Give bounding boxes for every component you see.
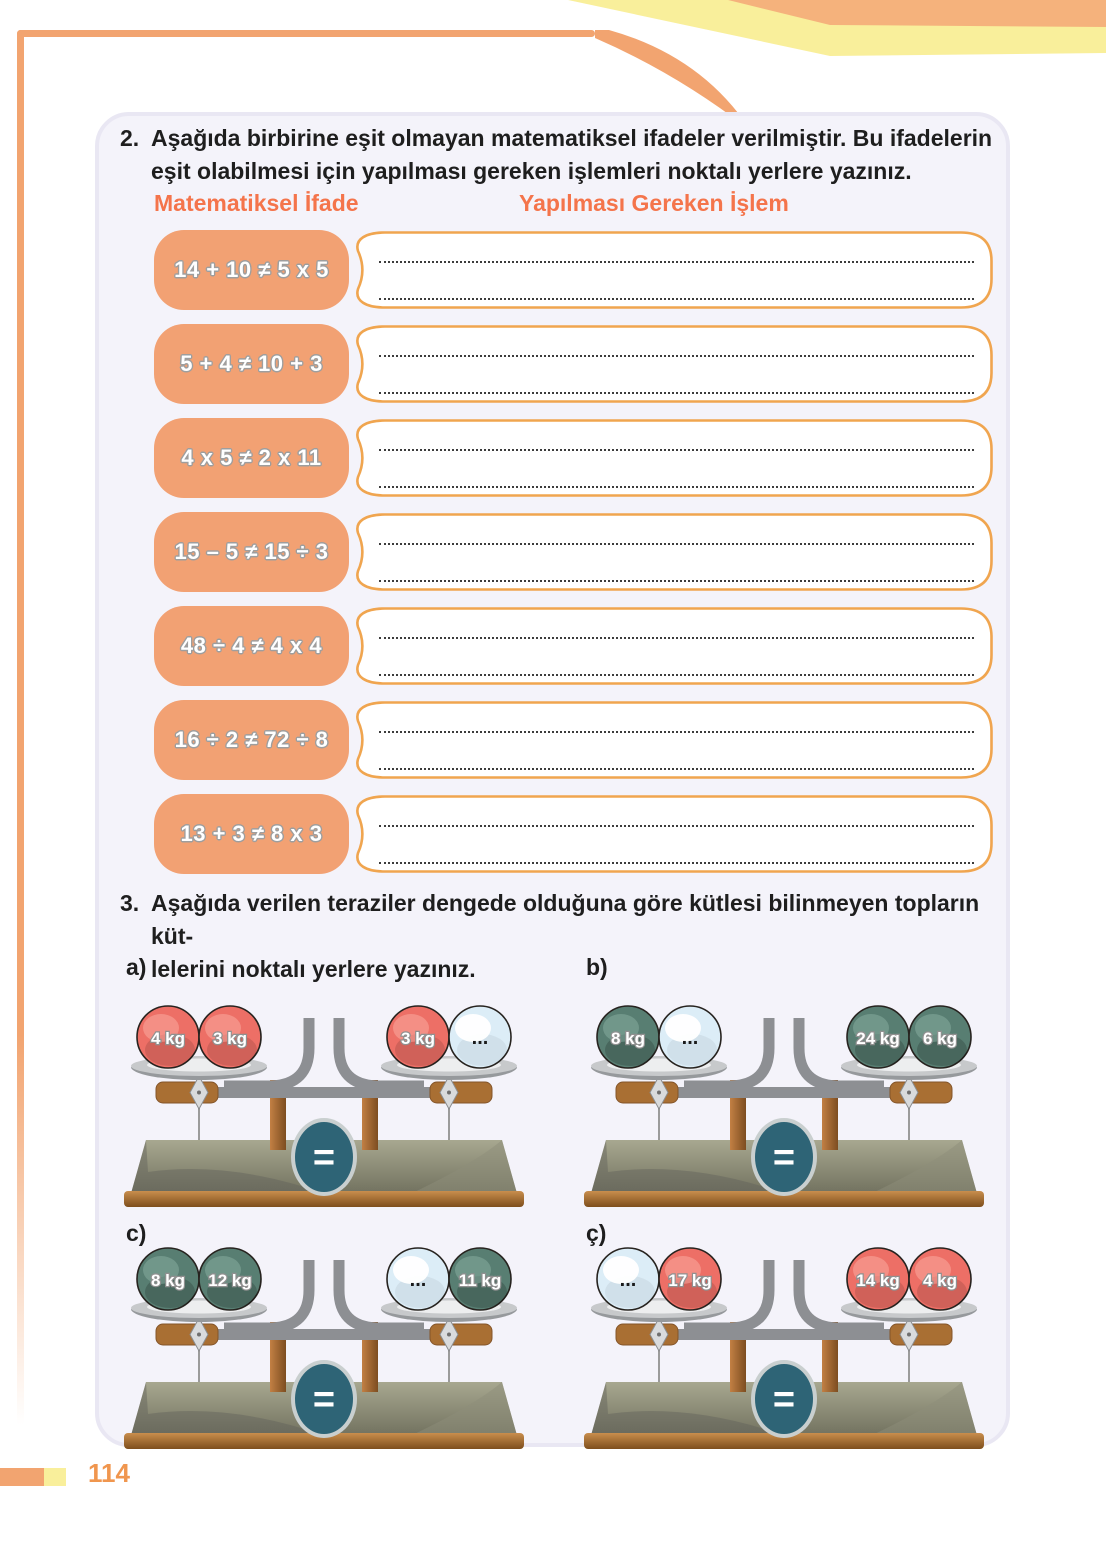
mass-ball	[909, 1248, 971, 1310]
right-pivot-dot	[907, 1091, 911, 1095]
mass-ball	[199, 1248, 261, 1310]
worksheet-card	[95, 112, 1010, 1447]
answer-line[interactable]	[379, 392, 974, 394]
svg-text:14 kg: 14 kg	[856, 1271, 900, 1290]
expression-row	[154, 324, 994, 404]
column-header-operation: Yapılması Gereken İşlem	[519, 190, 789, 216]
mass-ball	[137, 1006, 199, 1068]
expression-badge	[154, 512, 349, 592]
answer-box	[349, 606, 994, 686]
scale-slot-c	[104, 1220, 544, 1466]
svg-text:...: ...	[681, 1027, 699, 1049]
expression-text: 5 + 4 ≠ 10 + 3	[180, 351, 323, 376]
answer-line[interactable]	[379, 768, 974, 770]
expression-badge	[154, 324, 349, 404]
svg-text:11 kg: 11 kg	[458, 1271, 502, 1290]
answer-line[interactable]	[379, 355, 974, 357]
scale-label: ç)	[586, 1220, 607, 1246]
right-pivot-dot	[447, 1091, 451, 1095]
question3-text-line2: lelerini noktalı yerlere yazınız.	[151, 956, 476, 982]
expression-badge	[154, 700, 349, 780]
mass-ball	[449, 1248, 511, 1310]
left-pivot-dot	[657, 1091, 661, 1095]
balance-scale	[104, 1004, 544, 1224]
question3-text-line1: Aşağıda verilen teraziler dengede olduğuna göre kütlesi bilinmeyen topların küt-	[151, 890, 980, 949]
answer-line[interactable]	[379, 674, 974, 676]
mass-ball	[847, 1006, 909, 1068]
expression-badge	[154, 794, 349, 874]
expression-badge	[154, 418, 349, 498]
right-pivot-dot	[447, 1333, 451, 1337]
mass-ball	[137, 1248, 199, 1310]
page-number: 114	[88, 1458, 130, 1488]
mass-ball	[199, 1006, 261, 1068]
svg-text:8 kg: 8 kg	[610, 1029, 646, 1048]
right-handle	[890, 1082, 952, 1103]
equals-sign: =	[772, 1137, 796, 1179]
scale-label: c)	[126, 1220, 147, 1246]
svg-text:24 kg: 24 kg	[856, 1029, 900, 1048]
svg-text:4 kg: 4 kg	[150, 1029, 186, 1048]
svg-text:...: ...	[409, 1269, 427, 1291]
expression-row	[154, 794, 994, 874]
svg-text:3 kg: 3 kg	[400, 1029, 436, 1048]
mass-ball	[909, 1006, 971, 1068]
answer-line[interactable]	[379, 637, 974, 639]
expression-text: 16 ÷ 2 ≠ 72 ÷ 8	[174, 727, 329, 752]
svg-text:8 kg: 8 kg	[150, 1271, 186, 1290]
mass-ball	[387, 1006, 449, 1068]
answer-box	[349, 324, 994, 404]
left-handle	[616, 1082, 678, 1103]
expression-row	[154, 418, 994, 498]
question2-text: Aşağıda birbirine eşit olmayan matematiksel ifadeler verilmiştir. Bu ifadelerin eşit olabilmesi için yapılması gereken işlemleri noktalı yerlere yazınız.	[151, 125, 993, 184]
mass-ball	[847, 1248, 909, 1310]
balance-scale	[564, 1004, 1004, 1224]
svg-text:6 kg: 6 kg	[922, 1029, 958, 1048]
footer-yellow-block	[44, 1468, 66, 1486]
left-handle	[156, 1082, 218, 1103]
mass-ball[interactable]	[449, 1006, 511, 1068]
mass-ball	[659, 1248, 721, 1310]
expression-text: 15 – 5 ≠ 15 ÷ 3	[174, 539, 329, 564]
left-pivot-dot	[657, 1333, 661, 1337]
left-pivot-dot	[197, 1091, 201, 1095]
scale-label: b)	[586, 954, 608, 980]
expression-row	[154, 512, 994, 592]
answer-line[interactable]	[379, 261, 974, 263]
answer-line[interactable]	[379, 731, 974, 733]
scale-slot-b	[564, 954, 1004, 1224]
expression-text: 13 + 3 ≠ 8 x 3	[180, 821, 323, 846]
answer-line[interactable]	[379, 862, 974, 864]
scale-slot-cedilla	[564, 1220, 1004, 1466]
equals-sign: =	[772, 1379, 796, 1421]
equals-sign: =	[312, 1379, 336, 1421]
right-handle	[430, 1082, 492, 1103]
balance-scale	[564, 1246, 1004, 1466]
question2-number: 2.	[120, 125, 140, 151]
mass-ball[interactable]	[387, 1248, 449, 1310]
balance-scale	[104, 1246, 544, 1466]
answer-box	[349, 794, 994, 874]
answer-line[interactable]	[379, 298, 974, 300]
answer-line[interactable]	[379, 543, 974, 545]
question2-prompt	[120, 122, 999, 188]
frame-line-vertical	[17, 30, 24, 1425]
expression-row	[154, 700, 994, 780]
answer-line[interactable]	[379, 825, 974, 827]
svg-text:...: ...	[619, 1269, 637, 1291]
column-header-expression: Matematiksel İfade	[154, 190, 359, 216]
scale-slot-a	[104, 954, 544, 1224]
equals-sign: =	[312, 1137, 336, 1179]
answer-line[interactable]	[379, 449, 974, 451]
answer-line[interactable]	[379, 580, 974, 582]
expression-row	[154, 606, 994, 686]
scale-label: a)	[126, 954, 147, 980]
svg-text:4 kg: 4 kg	[922, 1271, 958, 1290]
expression-row	[154, 230, 994, 310]
frame-line-horizontal	[17, 30, 595, 37]
right-pivot-dot	[907, 1333, 911, 1337]
expression-badge	[154, 230, 349, 310]
mass-ball[interactable]	[597, 1248, 659, 1310]
right-handle	[890, 1324, 952, 1345]
answer-line[interactable]	[379, 486, 974, 488]
svg-text:17 kg: 17 kg	[668, 1271, 712, 1290]
answer-box	[349, 700, 994, 780]
left-handle	[616, 1324, 678, 1345]
svg-text:...: ...	[471, 1027, 489, 1049]
svg-text:12 kg: 12 kg	[208, 1271, 252, 1290]
svg-text:3 kg: 3 kg	[212, 1029, 248, 1048]
answer-box	[349, 230, 994, 310]
expression-badge	[154, 606, 349, 686]
expression-text: 14 + 10 ≠ 5 x 5	[174, 257, 329, 282]
mass-ball[interactable]	[659, 1006, 721, 1068]
answer-box	[349, 512, 994, 592]
left-handle	[156, 1324, 218, 1345]
footer-orange-block	[0, 1468, 44, 1486]
question3-number: 3.	[120, 890, 140, 916]
right-handle	[430, 1324, 492, 1345]
answer-box	[349, 418, 994, 498]
expression-rows	[154, 230, 994, 888]
left-pivot-dot	[197, 1333, 201, 1337]
mass-ball	[597, 1006, 659, 1068]
expression-text: 48 ÷ 4 ≠ 4 x 4	[180, 633, 323, 658]
expression-text: 4 x 5 ≠ 2 x 11	[181, 445, 322, 470]
